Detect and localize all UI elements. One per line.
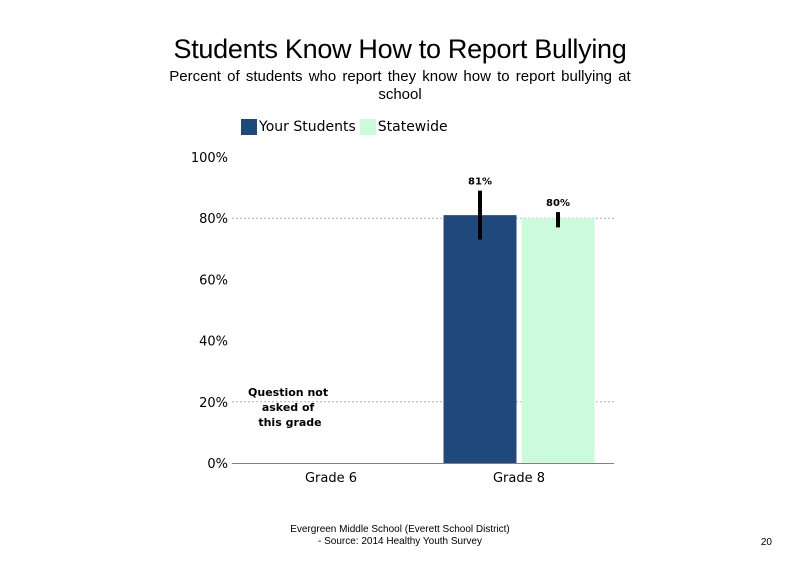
x-tick-label: Grade 6 [304,471,358,486]
y-tick-label: 20% [199,395,228,411]
legend-label-statewide: Statewide [377,119,448,135]
bars [444,215,595,463]
footer-school: Evergreen Middle School (Everett School District) [290,524,510,535]
annotation-line-2: asked of [261,401,315,414]
y-tick-label: 100% [190,151,228,166]
footer-source [200,524,600,548]
y-tick-label: 40% [199,334,228,350]
chart-title: Students Know How to Report Bullying [173,34,627,64]
annotation-line-1: Question not [248,386,329,399]
bar-your-students-grade-8 [444,215,517,463]
data-labels [468,177,570,209]
bar-statewide-grade-8 [522,218,595,463]
not-asked-annotation [248,386,332,429]
data-label: 80% [546,198,570,210]
y-tick-label: 60% [199,273,228,289]
x-tick-label: Grade 8 [492,471,546,486]
chart-subtitle: Percent of students who report they know how to report bullying at school [169,68,631,103]
x-axis-ticks [305,471,545,486]
annotation-line-3: this grade [258,416,322,429]
y-tick-label: 80% [199,212,228,228]
page-number: 20 [760,537,772,548]
legend-label-your-students: Your Students [259,119,356,135]
y-tick-label: 0% [207,457,228,472]
footer-source-line: - Source: 2014 Healthy Youth Survey [318,536,482,547]
data-label: 81% [468,176,492,188]
y-axis-ticks [191,151,228,472]
